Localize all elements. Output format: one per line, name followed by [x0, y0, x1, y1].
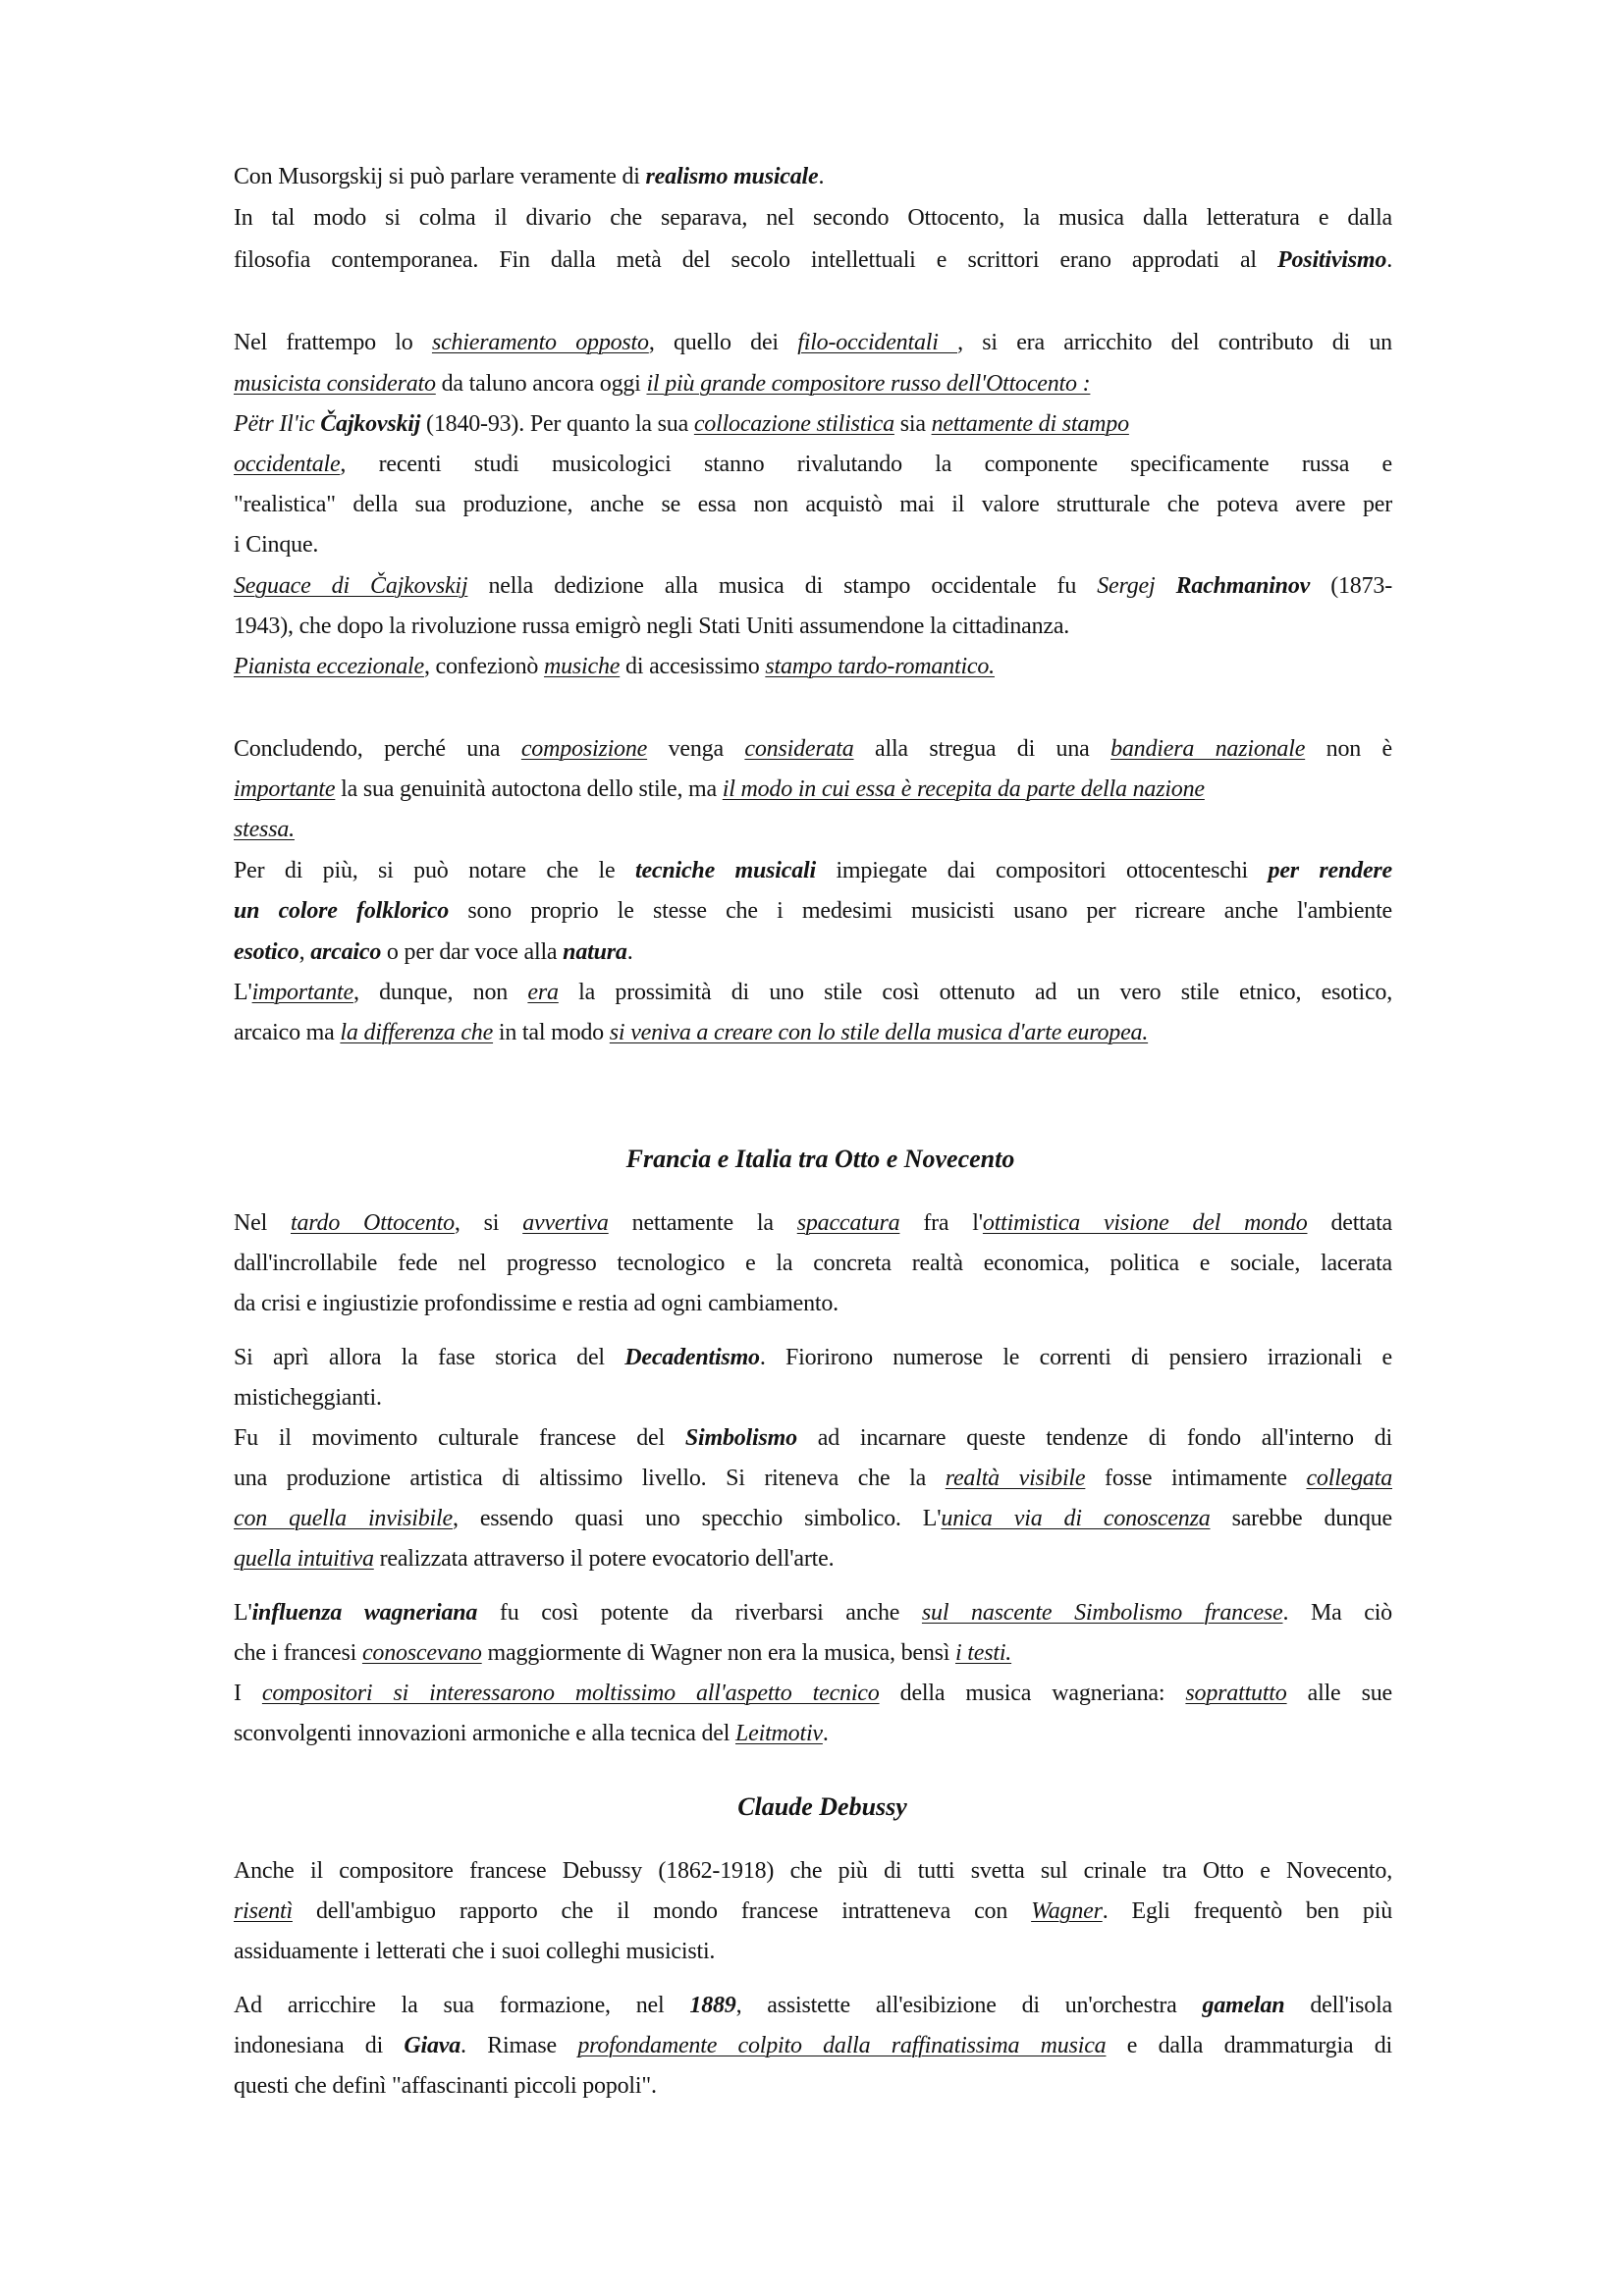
underlined-term: avvertiva [522, 1210, 609, 1236]
paragraph-line: musicista considerato da taluno ancora oggi il più grande compositore russo dell'Ottocento : [234, 371, 1091, 397]
paragraph-line: arcaico ma la differenza che in tal modo si veniva a creare con lo stile della musica d'arte europea. [234, 1020, 1149, 1045]
underlined-term: occidentale [234, 452, 341, 477]
underlined-term: bandiera nazionale [1110, 736, 1306, 762]
underlined-term: collocazione stilistica [693, 411, 894, 437]
paragraph-line: indonesiana di Giava. Rimase profondamente colpito dalla raffinatissima musica e dalla drammaturgia di [234, 2033, 1392, 2058]
paragraph-line: da crisi e ingiustizie profondissime e restia ad ogni cambiamento. [234, 1291, 839, 1316]
paragraph-line: Ad arricchire la sua formazione, nel 1889, assistette all'esibizione di un'orchestra gamelan dell'isola [234, 1993, 1392, 2018]
paragraph-line: Per di più, si può notare che le tecniche musicali impiegate dai compositori ottocenteschi per rendere [234, 858, 1392, 883]
paragraph-line: Pianista eccezionale, confezionò musiche di accesissimo stampo tardo-romantico. [234, 654, 995, 679]
paragraph-line: i Cinque. [234, 532, 319, 558]
underlined-term: Leitmotiv [735, 1721, 823, 1746]
paragraph-line: che i francesi conoscevano maggiormente di Wagner non era la musica, bensì i testi. [234, 1640, 1012, 1666]
bold-term: gamelan [1202, 1993, 1285, 2018]
paragraph-line: dall'incrollabile fede nel progresso tecnologico e la concreta realtà economica, politica e sociale, lacerata [234, 1251, 1392, 1276]
underlined-term: si veniva a creare con lo stile della musica d'arte europea. [609, 1020, 1149, 1045]
underlined-term: conoscevano [361, 1640, 482, 1666]
paragraph-line: misticheggianti. [234, 1385, 382, 1411]
paragraph-line: "realistica" della sua produzione, anche se essa non acquistò mai il valore strutturale che poteva avere per [234, 492, 1392, 517]
paragraph-line: Nel frattempo lo schieramento opposto, quello dei filo-occidentali , si era arricchito del contributo di un [234, 330, 1392, 355]
bold-term: per rendere [1268, 858, 1392, 883]
bold-term: realismo musicale [645, 164, 819, 189]
paragraph-line: esotico, arcaico o per dar voce alla natura. [234, 939, 633, 965]
underlined-term: musicista considerato [234, 371, 436, 397]
underlined-term: composizione [520, 736, 648, 762]
bold-term: Čajkovskij [320, 411, 421, 437]
section-heading: Francia e Italia tra Otto e Novecento [625, 1145, 1015, 1173]
paragraph-line [234, 815, 295, 844]
bold-term: Giava [404, 2033, 461, 2058]
paragraph-line: I compositori si interessarono moltissimo all'aspetto tecnico della musica wagneriana: soprattutto alle sue [234, 1681, 1392, 1706]
paragraph-line: Con Musorgskij si può parlare veramente di realismo musicale. [234, 164, 825, 189]
underlined-term: stampo tardo-romantico. [765, 654, 995, 679]
underlined-term: musiche [543, 654, 621, 679]
underlined-term: unica via di conoscenza [941, 1506, 1211, 1531]
underlined-term: profondamente colpito dalla raffinatissima musica [577, 2033, 1107, 2058]
paragraph-line: Seguace di Čajkovskij nella dedizione alla musica di stampo occidentale fu Sergej Rachmaninov (1873- [234, 573, 1392, 599]
underlined-term: i testi. [955, 1640, 1012, 1666]
underlined-term: ottimistica visione del mondo [982, 1210, 1308, 1236]
bold-term: natura [563, 939, 627, 965]
underlined-term: soprattutto [1185, 1681, 1287, 1706]
section-heading: Claude Debussy [737, 1792, 907, 1821]
underlined-term: collegata [1306, 1466, 1392, 1491]
underlined-term: filo-occidentali [797, 330, 958, 355]
paragraph-line: Anche il compositore francese Debussy (1862-1918) che più di tutti svetta sul crinale tra Otto e Novecento, [234, 1858, 1392, 1884]
bold-term: un colore folklorico [234, 898, 450, 924]
underlined-term: tardo Ottocento [291, 1210, 455, 1236]
paragraph-line: Fu il movimento culturale francese del Simbolismo ad incarnare queste tendenze di fondo all'interno di [234, 1425, 1392, 1451]
underlined-term: schieramento opposto [431, 330, 649, 355]
paragraph-line: una produzione artistica di altissimo livello. Si riteneva che la realtà visibile fosse intimamente collegata [234, 1466, 1392, 1491]
underlined-term: importante [251, 980, 353, 1005]
paragraph-line: con quella invisibile, essendo quasi uno specchio simbolico. L'unica via di conoscenza sarebbe dunque [234, 1506, 1392, 1531]
paragraph-line: occidentale, recenti studi musicologici stanno rivalutando la componente specificamente russa e [234, 452, 1392, 477]
paragraph-line: L'influenza wagneriana fu così potente da riverbarsi anche sul nascente Simbolismo francese. Ma ciò [234, 1600, 1392, 1626]
bold-term: Rachmaninov [1175, 573, 1311, 599]
paragraph-line: quella intuitiva realizzata attraverso il potere evocatorio dell'arte. [234, 1546, 835, 1572]
paragraph-line: Concludendo, perché una composizione venga considerata alla stregua di una bandiera nazionale non è [234, 736, 1393, 762]
underlined-term: considerata [744, 736, 854, 762]
bold-term: 1889 [689, 1993, 736, 2018]
paragraph-line: Si aprì allora la fase storica del Decadentismo. Fiorirono numerose le correnti di pensiero irrazionali e [234, 1345, 1393, 1370]
bold-term: Decadentismo [624, 1345, 760, 1370]
paragraph-line: assiduamente i letterati che i suoi colleghi musicisti. [234, 1939, 716, 1964]
underlined-term: Pianista eccezionale [234, 654, 424, 679]
paragraph-line: 1943), che dopo la rivoluzione russa emigrò negli Stati Uniti assumendone la cittadinanza. [234, 614, 1070, 639]
underlined-term: con quella invisibile [234, 1506, 453, 1531]
bold-term: influenza wagneriana [251, 1600, 478, 1626]
underlined-term: nettamente di stampo [931, 411, 1129, 437]
underlined-term: spaccatura [796, 1210, 900, 1236]
paragraph-line: un colore folklorico sono proprio le stesse che i medesimi musicisti usano per ricreare anche l'ambiente [234, 898, 1392, 924]
paragraph-line: In tal modo si colma il divario che separava, nel secondo Ottocento, la musica dalla letteratura e dalla [234, 205, 1392, 231]
paragraph-line: risentì dell'ambiguo rapporto che il mondo francese intratteneva con Wagner. Egli frequentò ben più [234, 1898, 1392, 1924]
paragraph-line: Pëtr Il'ic Čajkovskij (1840-93). Per quanto la sua collocazione stilistica sia nettamente di stampo [234, 411, 1129, 437]
bold-term: esotico [234, 939, 299, 965]
underlined-term: stessa. [234, 817, 295, 842]
underlined-term: era [527, 980, 559, 1005]
paragraph-line: sconvolgenti innovazioni armoniche e alla tecnica del Leitmotiv. [234, 1721, 829, 1746]
underlined-term: la differenza che [340, 1020, 494, 1045]
paragraph-line: importante la sua genuinità autoctona dello stile, ma il modo in cui essa è recepita da parte della nazione [234, 776, 1205, 802]
paragraph-line: Nel tardo Ottocento, si avvertiva nettamente la spaccatura fra l'ottimistica visione del mondo dettata [234, 1210, 1393, 1236]
underlined-term: il più grande compositore russo dell'Ottocento : [646, 371, 1091, 397]
underlined-term: sul nascente Simbolismo francese [921, 1600, 1283, 1626]
paragraph-line: questi che definì "affascinanti piccoli popoli". [234, 2073, 657, 2099]
bold-term: Positivismo [1277, 247, 1387, 273]
paragraph-line: L'importante, dunque, non era la prossimità di uno stile così ottenuto ad un vero stile etnico, esotico, [234, 980, 1392, 1005]
underlined-term: importante [234, 776, 336, 802]
underlined-term: risentì [234, 1898, 293, 1924]
bold-term: Simbolismo [684, 1425, 797, 1451]
underlined-term: realtà visibile [945, 1466, 1086, 1491]
underlined-term: Wagner [1031, 1898, 1103, 1924]
paragraph-line: filosofia contemporanea. Fin dalla metà del secolo intellettuali e scrittori erano approdati al Positivismo. [234, 247, 1392, 273]
underlined-term: compositori si interessarono moltissimo all'aspetto tecnico [261, 1681, 880, 1706]
underlined-term: il modo in cui essa è recepita da parte della nazione [722, 776, 1205, 802]
bold-term: tecniche musicali [634, 858, 816, 883]
bold-term: arcaico [310, 939, 382, 965]
underlined-term: quella intuitiva [234, 1546, 374, 1572]
underlined-term: Seguace di Čajkovskij [234, 573, 468, 599]
